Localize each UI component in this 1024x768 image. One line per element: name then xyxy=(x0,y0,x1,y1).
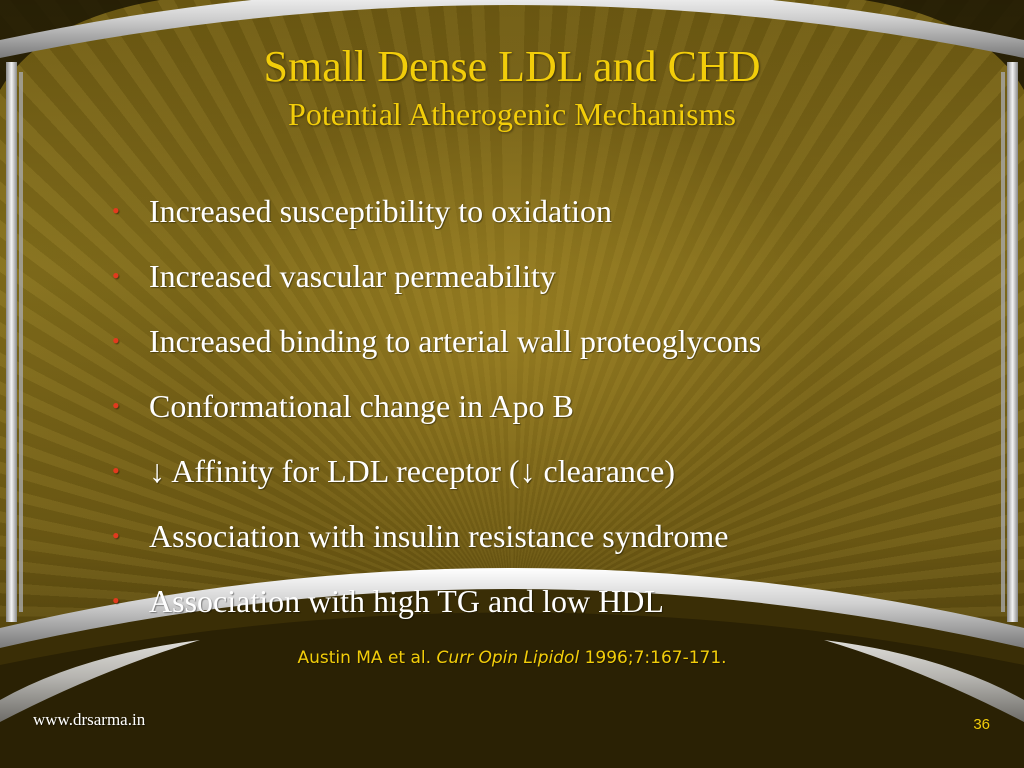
bullet-item xyxy=(112,251,761,316)
bullet-text: Association with high TG and low HDL xyxy=(149,583,664,619)
bullet-icon: • xyxy=(112,458,120,483)
bullet-text: Increased vascular permeability xyxy=(149,258,556,294)
bullet-item xyxy=(112,446,761,511)
citation xyxy=(0,648,1024,668)
bullet-item xyxy=(112,186,761,251)
bullet-icon: • xyxy=(112,523,120,548)
bullet-text: ↓ Affinity for LDL receptor (↓ clearance) xyxy=(149,453,675,489)
footer-url: www.drsarma.in xyxy=(33,710,146,729)
slide-title: Small Dense LDL and CHD xyxy=(263,42,761,91)
bullet-icon: • xyxy=(112,328,120,353)
bullet-item xyxy=(112,316,761,381)
bullet-text: Conformational change in Apo B xyxy=(149,388,574,424)
bullet-item xyxy=(112,381,761,446)
bullet-text: Increased binding to arterial wall proteoglycons xyxy=(149,323,762,359)
bullet-icon: • xyxy=(112,198,120,223)
slide-number: 36 xyxy=(973,716,990,733)
bullet-text: Increased susceptibility to oxidation xyxy=(149,193,612,229)
title-block xyxy=(0,40,1024,134)
citation-authors: Austin MA et al. xyxy=(297,648,432,668)
bullet-item xyxy=(112,511,761,576)
bullet-text: Association with insulin resistance syndrome xyxy=(149,518,729,554)
bullet-list xyxy=(112,186,761,641)
bullet-icon: • xyxy=(112,393,120,418)
slide-subtitle: Potential Atherogenic Mechanisms xyxy=(288,96,736,132)
bullet-icon: • xyxy=(112,588,120,613)
citation-ref: 1996;7:167-171. xyxy=(584,648,727,668)
bullet-icon: • xyxy=(112,263,120,288)
citation-journal: Curr Opin Lipidol xyxy=(436,648,580,668)
bullet-item xyxy=(112,576,761,641)
